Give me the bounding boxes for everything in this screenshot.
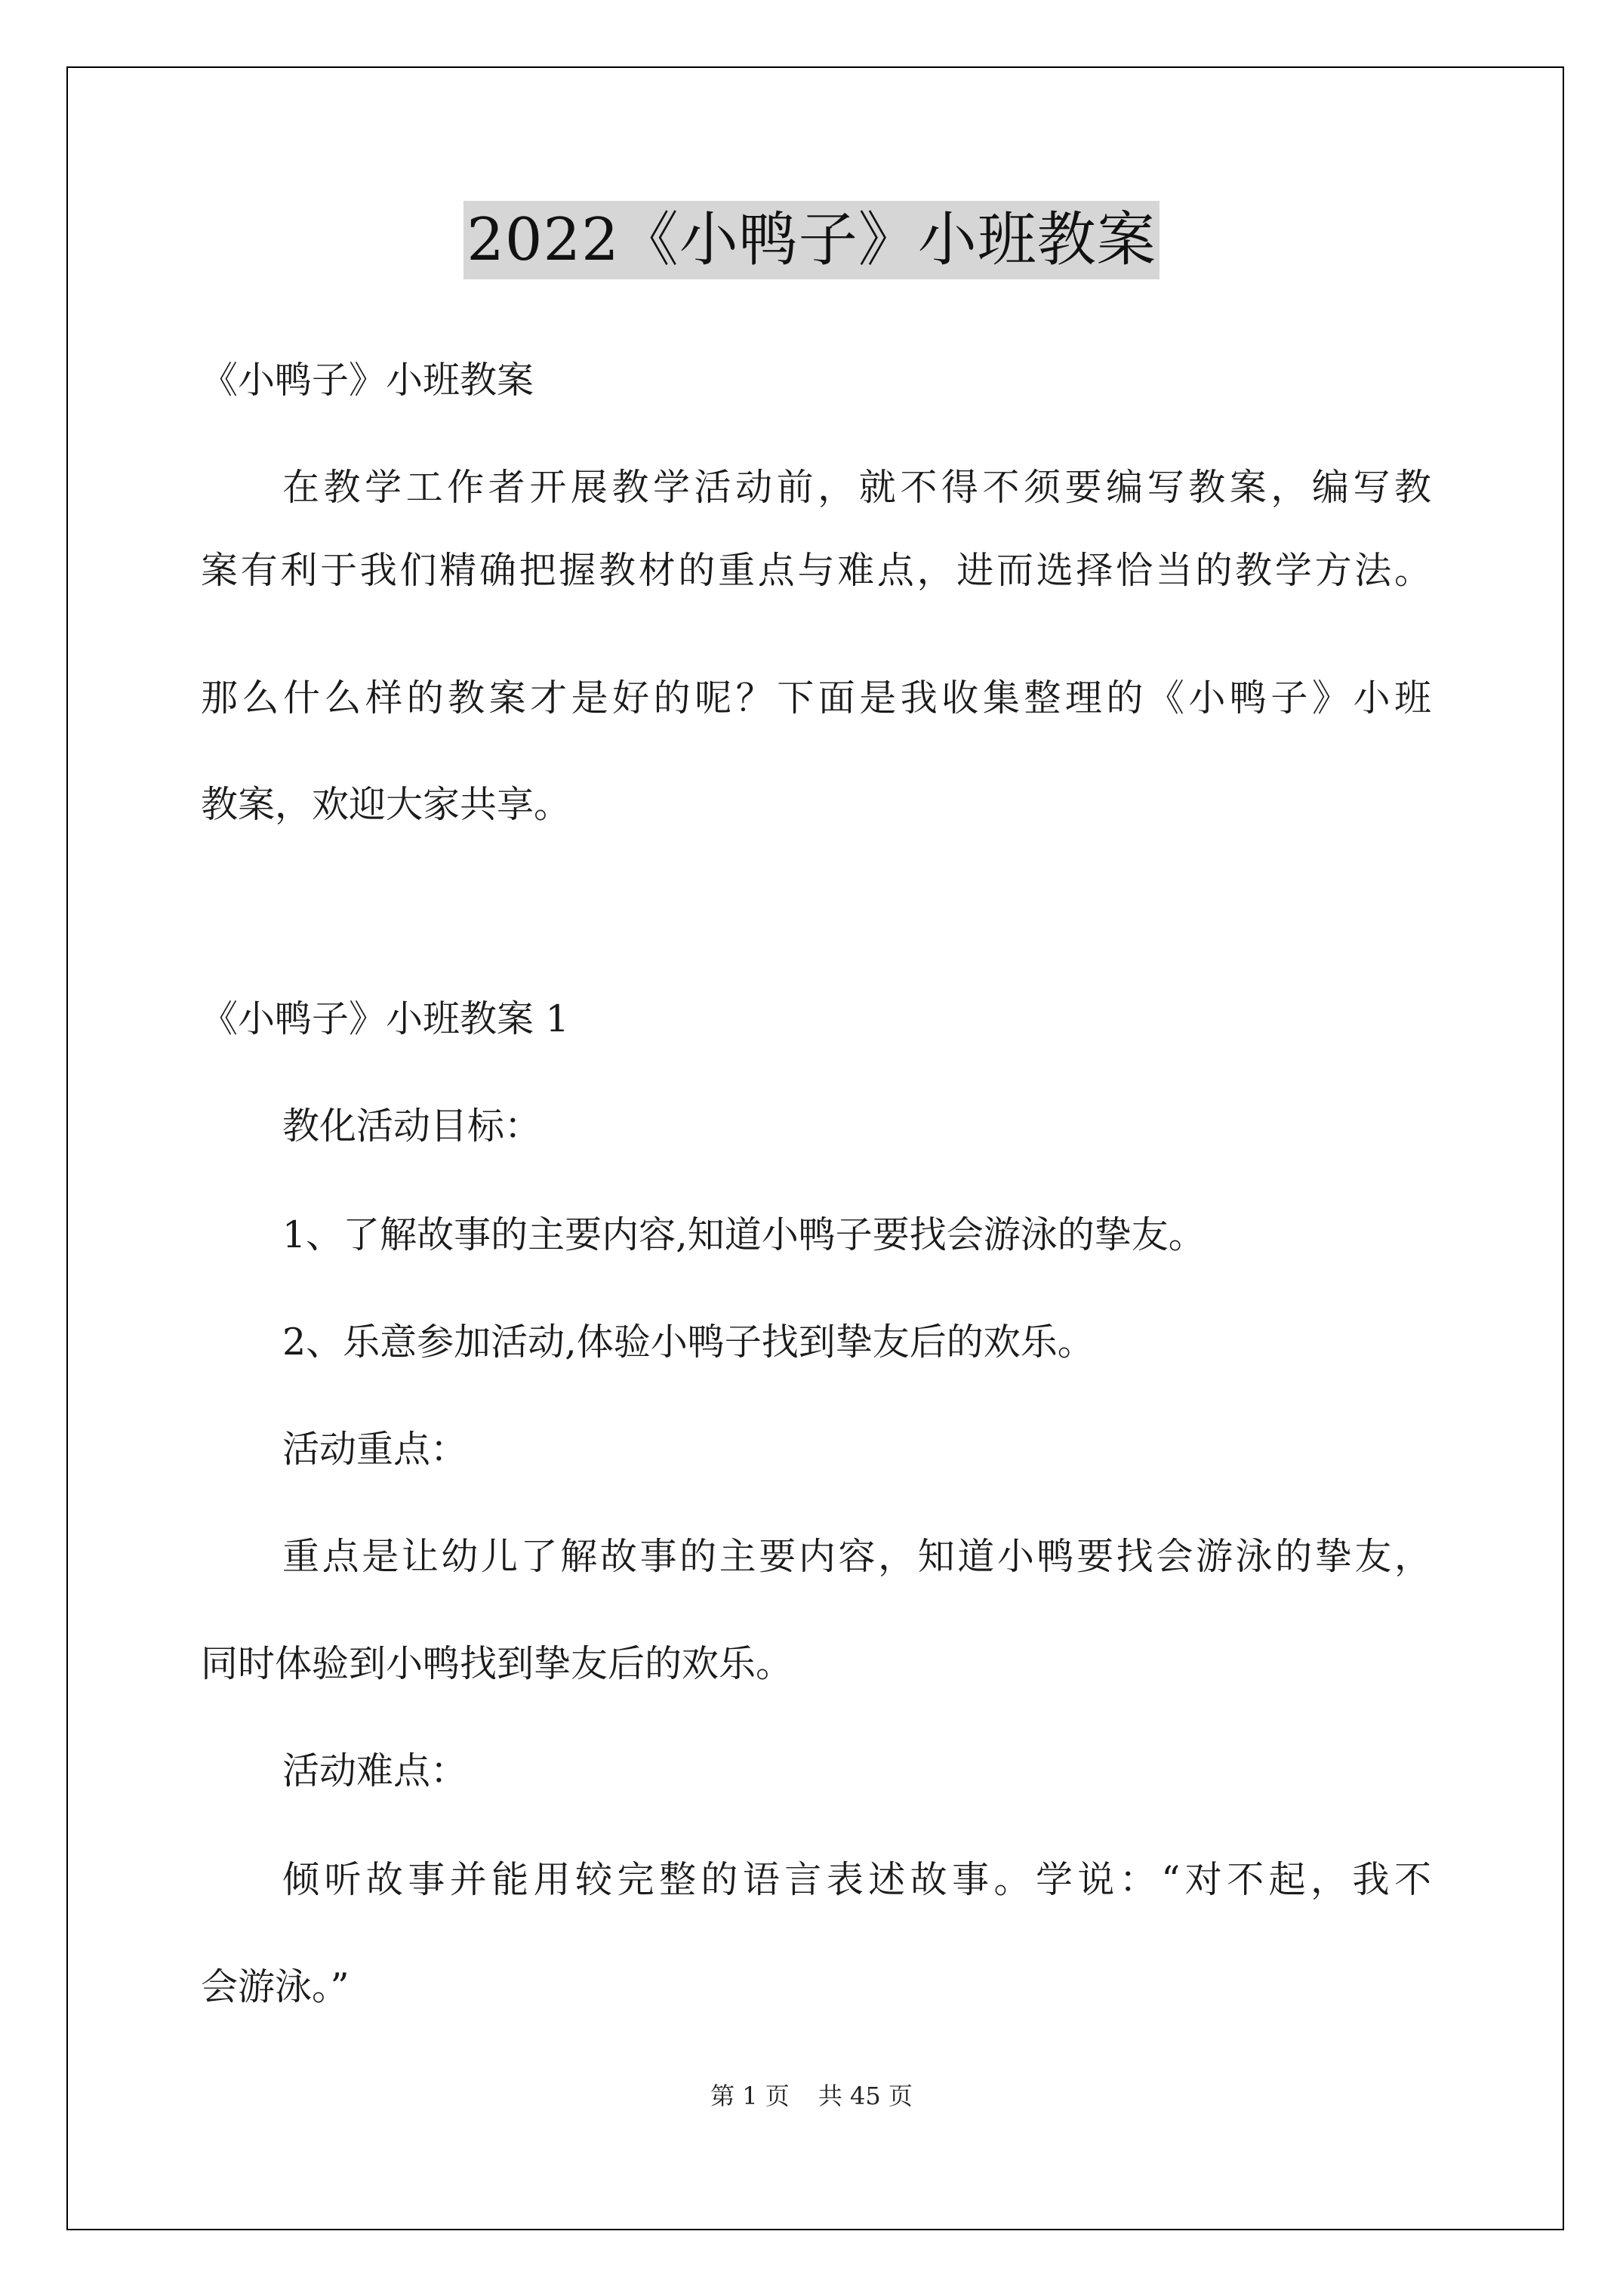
document-title: 2022《小鸭子》小班教案 xyxy=(463,201,1160,279)
key-point-label: 活动重点： xyxy=(282,1428,468,1471)
intro-line-4: 教案，欢迎大家共享。 xyxy=(201,783,571,826)
section-heading: 《小鸭子》小班教案 1 xyxy=(201,997,569,1040)
intro-line-1: 在教学工作者开展教学活动前，就不得不须要编写教案，编写教 xyxy=(282,466,1431,509)
page-footer xyxy=(0,2081,1623,2111)
title-container xyxy=(0,201,1623,279)
difficulty-label: 活动难点： xyxy=(282,1749,468,1792)
intro-line-3: 那么什么样的教案才是好的呢？下面是我收集整理的《小鸭子》小班 xyxy=(201,676,1431,720)
key-point-line-1: 重点是让幼儿了解故事的主要内容，知道小鸭要找会游泳的挚友， xyxy=(282,1535,1431,1578)
goal-item-2: 2、乐意参加活动,体验小鸭子找到挚友后的欢乐。 xyxy=(282,1321,1095,1364)
goals-label: 教化活动目标： xyxy=(282,1105,542,1148)
difficulty-line-2: 会游泳。” xyxy=(201,1965,350,2008)
key-point-line-2: 同时体验到小鸭找到挚友后的欢乐。 xyxy=(201,1642,793,1685)
subtitle: 《小鸭子》小班教案 xyxy=(201,359,534,402)
page-number: 第 1 页 xyxy=(710,2082,790,2110)
intro-line-2: 案有利于我们精确把握教材的重点与难点，进而选择恰当的教学方法。 xyxy=(201,549,1431,592)
page-total: 共 45 页 xyxy=(818,2082,913,2110)
difficulty-line-1: 倾听故事并能用较完整的语言表述故事。学说：“对不起，我不 xyxy=(282,1858,1431,1901)
goal-item-1: 1、了解故事的主要内容,知道小鸭子要找会游泳的挚友。 xyxy=(282,1213,1206,1256)
